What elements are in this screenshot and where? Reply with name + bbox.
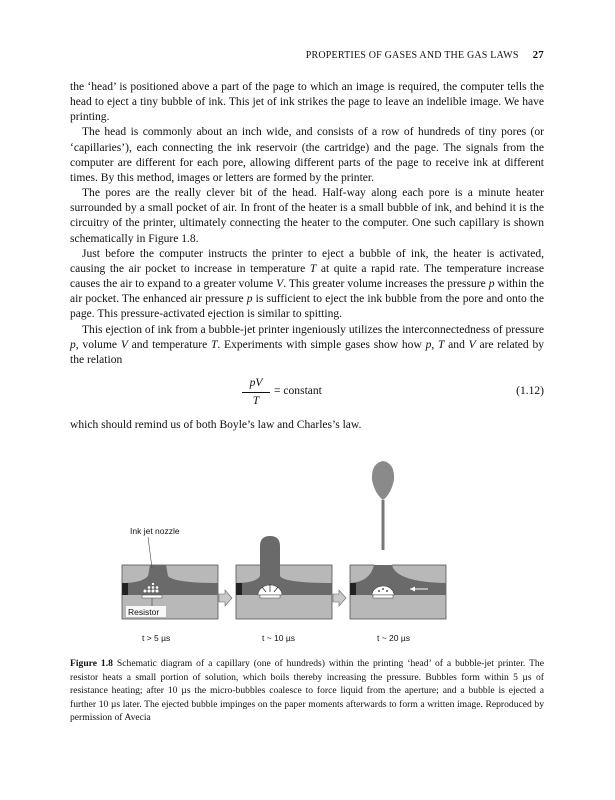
equation-number: (1.12) [516,384,544,397]
panel-1-resistor [142,595,162,598]
panel-3 [350,461,446,643]
caption-text: Schematic diagram of a capillary (one of hundreds) within the printing ‘head’ of a bubble-jet printer. The resistor heats a small portion of solution, which boils thereby increasing the pressure. Bubbles form within 5 µs of resistance heating; after 10 µs the micro-bubbles coalesce to force liquid from the aperture; and a bubble is ejected a further 10 µs later. The ejected bubble impinges on the paper moments afterwards to form a written image. Reproduced by permission of Avecia [70,658,544,723]
paragraph-3: The pores are the really clever bit of the head. Half-way along each pore is a minute heater surrounded by a small pocket of air. In front of the heater is a small bubble of ink, and behind it is the circuitry of the printer, ultimately connecting the heater to the computer. One such capillary is shown schematically in Figure 1.8. [70,187,544,245]
equation-1-12 [70,371,544,415]
figure-1-8 [70,458,544,653]
running-head-title: PROPERTIES OF GASES AND THE GAS LAWS [305,50,519,61]
equation-fraction [242,375,270,409]
page-number: 27 [532,49,544,61]
paragraph-after-equation: which should remind us of both Boyle’s law and Charles’s law. [70,418,362,431]
figure-caption [70,657,544,725]
paragraph-5: This ejection of ink from a bubble-jet printer ingeniously utilizes the interconnectedness of pressure p, volume V and temperature T. Experiments with simple gases show how p, T and V are related by the relation [70,323,545,366]
panel-1 [122,526,218,643]
time-label-2: t ~ 10 µs [262,633,296,643]
panel-2 [236,536,332,643]
panel-2-resistor [260,595,280,598]
paragraph-1: the ‘head’ is positioned above a part of the page to which an image is required, the computer tells the head to eject a tiny bubble of ink. This jet of ink strikes the page to leave an indelible image. We have printing. [70,81,544,124]
equation-denominator: T [252,394,260,407]
equation-rhs: = constant [274,384,322,397]
panel-3-resistor [373,595,393,598]
nozzle-label: Ink jet nozzle [130,526,180,536]
figure-diagram [70,458,544,653]
panel-1-wall [122,583,128,595]
running-head [70,49,544,61]
panel-3-ejected-drop [372,461,394,500]
panel-3-wall [350,583,356,595]
body-text [70,80,544,433]
panel-2-wall [236,583,242,595]
time-label-3: t ~ 20 µs [377,633,411,643]
arrow-1-icon [219,590,232,606]
time-label-1: t > 5 µs [142,633,171,643]
equation-numerator: pV [242,375,270,393]
resistor-label: Resistor [128,607,160,617]
paragraph-2: The head is commonly about an inch wide, and consists of a row of hundreds of tiny pores (or ‘capillaries’), each connecting the ink reservoir (the cartridge) and the page. The signals from the computer are different for each pore, allowing different parts of the page to receive ink at different times. By this method, images or letters are formed by the printer. [70,126,544,184]
arrow-2-icon [333,590,346,606]
caption-label: Figure 1.8 [70,658,113,669]
paragraph-4: Just before the computer instructs the printer to eject a bubble of ink, the heater is activated, causing the air pocket to increase in temperature T at quite a rapid rate. The temperature increase causes the air to expand to a greater volume V. This greater volume increases the pressure p within the air pocket. The enhanced air pressure p is sufficient to eject the ink bubble from the pore and onto the page. This pressure-activated ejection is similar to spitting. [70,247,544,321]
nozzle-leader [148,537,152,568]
